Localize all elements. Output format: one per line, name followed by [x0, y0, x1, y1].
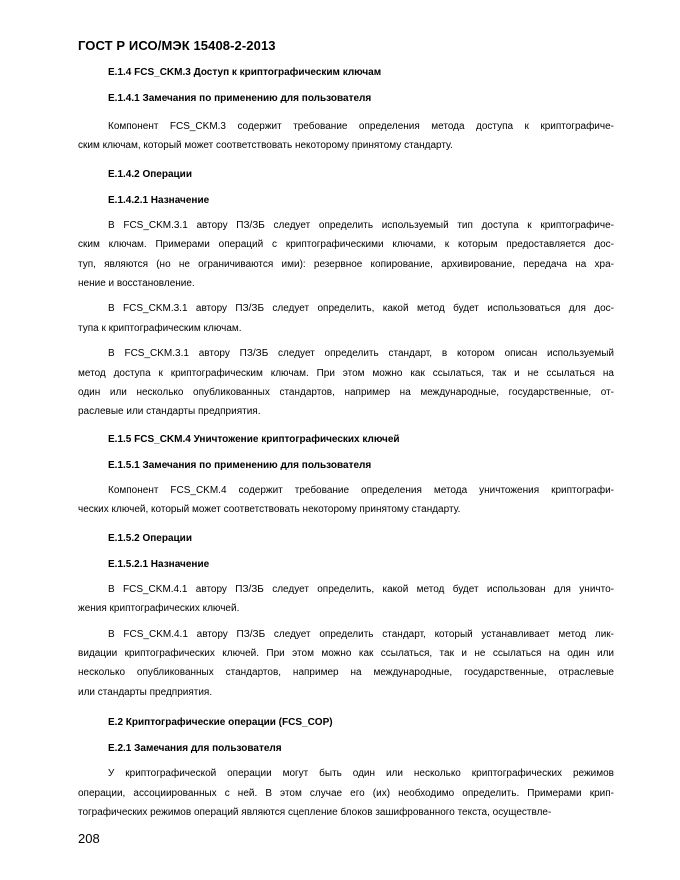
section-heading: E.1.4.1 Замечания по применению для пользователя — [108, 93, 372, 104]
text-line: операции, ассоциированных с ней. В этом случае его (их) необходимо определить. Примерами крип- — [78, 787, 614, 799]
text-line: метод доступа к криптографическим ключам. При этом можно как ссылаться, так и не ссылаться на — [78, 367, 614, 379]
text-line: ским ключам, который может соответствовать некоторому принятому стандарту. — [78, 140, 453, 152]
text-line: один или несколько опубликованных стандартов, например на международные, государственные, от- — [78, 387, 614, 399]
paragraph — [78, 344, 614, 422]
section-heading: E.1.5.1 Замечания по применению для пользователя — [108, 459, 372, 471]
paragraph — [78, 216, 614, 294]
text-line: нение и восстановление. — [78, 278, 195, 290]
page-number: 208 — [78, 831, 100, 846]
text-line: У криптографической операции могут быть один или несколько криптографических режимов — [108, 768, 614, 780]
section-heading: E.2 Криптографические операции (FCS_COP) — [108, 717, 333, 729]
section-heading: E.1.4.2 Операции — [108, 168, 192, 180]
page-body — [78, 66, 614, 822]
text-line: несколько опубликованных стандартов, например на международные, государственные, отраслевые — [78, 667, 614, 679]
section-heading: E.1.5.2 Операции — [108, 532, 192, 544]
text-line: В FCS_CKM.3.1 автору ПЗ/ЗБ следует определить стандарт, в котором описан используемый — [108, 348, 614, 360]
text-line: В FCS_CKM.4.1 автору ПЗ/ЗБ следует определить стандарт, который устанавливает метод лик- — [108, 628, 614, 640]
document-header: ГОСТ Р ИСО/МЭК 15408-2-2013 — [78, 38, 276, 53]
text-line: В FCS_CKM.3.1 автору ПЗ/ЗБ следует определить, какой метод будет использоваться для дос- — [108, 303, 614, 315]
text-line: или стандарты предприятия. — [78, 686, 213, 698]
text-line: тупа к криптографическим ключам. — [78, 322, 242, 334]
text-line: Компонент FCS_CKM.4 содержит требование определения метода уничтожения криптографи- — [108, 484, 614, 496]
text-line: ческих ключей, который может соответствовать некоторому принятому стандарту. — [78, 504, 461, 516]
text-line: раслевые или стандарты предприятия. — [78, 406, 261, 418]
paragraph — [78, 481, 614, 520]
paragraph — [78, 764, 614, 822]
text-line: туп, являются (но не ограничиваются ими): резервное копирование, архивирование, передача на хра- — [78, 258, 614, 270]
paragraph — [78, 580, 614, 619]
section-heading: E.1.5.2.1 Назначение — [108, 558, 210, 570]
text-line: видации криптографических ключей. При этом можно как ссылаться, так и не ссылаться на один или — [78, 647, 614, 659]
paragraph — [78, 117, 614, 156]
text-line: жения криптографических ключей. — [78, 603, 240, 615]
section-heading: E.1.4 FCS_CKM.3 Доступ к криптографическим ключам — [108, 67, 382, 78]
section-heading: E.2.1 Замечания для пользователя — [108, 743, 282, 755]
section-heading: E.1.5 FCS_CKM.4 Уничтожение криптографических ключей — [108, 433, 400, 445]
text-line: В FCS_CKM.4.1 автору ПЗ/ЗБ следует определить, какой метод будет использован для уничто- — [108, 583, 614, 595]
paragraph — [78, 299, 614, 338]
section-heading: E.1.4.2.1 Назначение — [108, 194, 210, 206]
text-line: Компонент FCS_CKM.3 содержит требование определения метода доступа к криптографиче- — [108, 121, 614, 132]
text-line: тографических режимов операций являются сцепление блоков зашифрованного текста, осуществле- — [78, 806, 552, 818]
text-line: В FCS_CKM.3.1 автору ПЗ/ЗБ следует определить используемый тип доступа к криптографиче- — [108, 219, 614, 231]
paragraph — [78, 625, 614, 703]
text-line: ским ключам. Примерами операций с криптографическими ключами, к которым предоставляется дос- — [78, 239, 614, 251]
